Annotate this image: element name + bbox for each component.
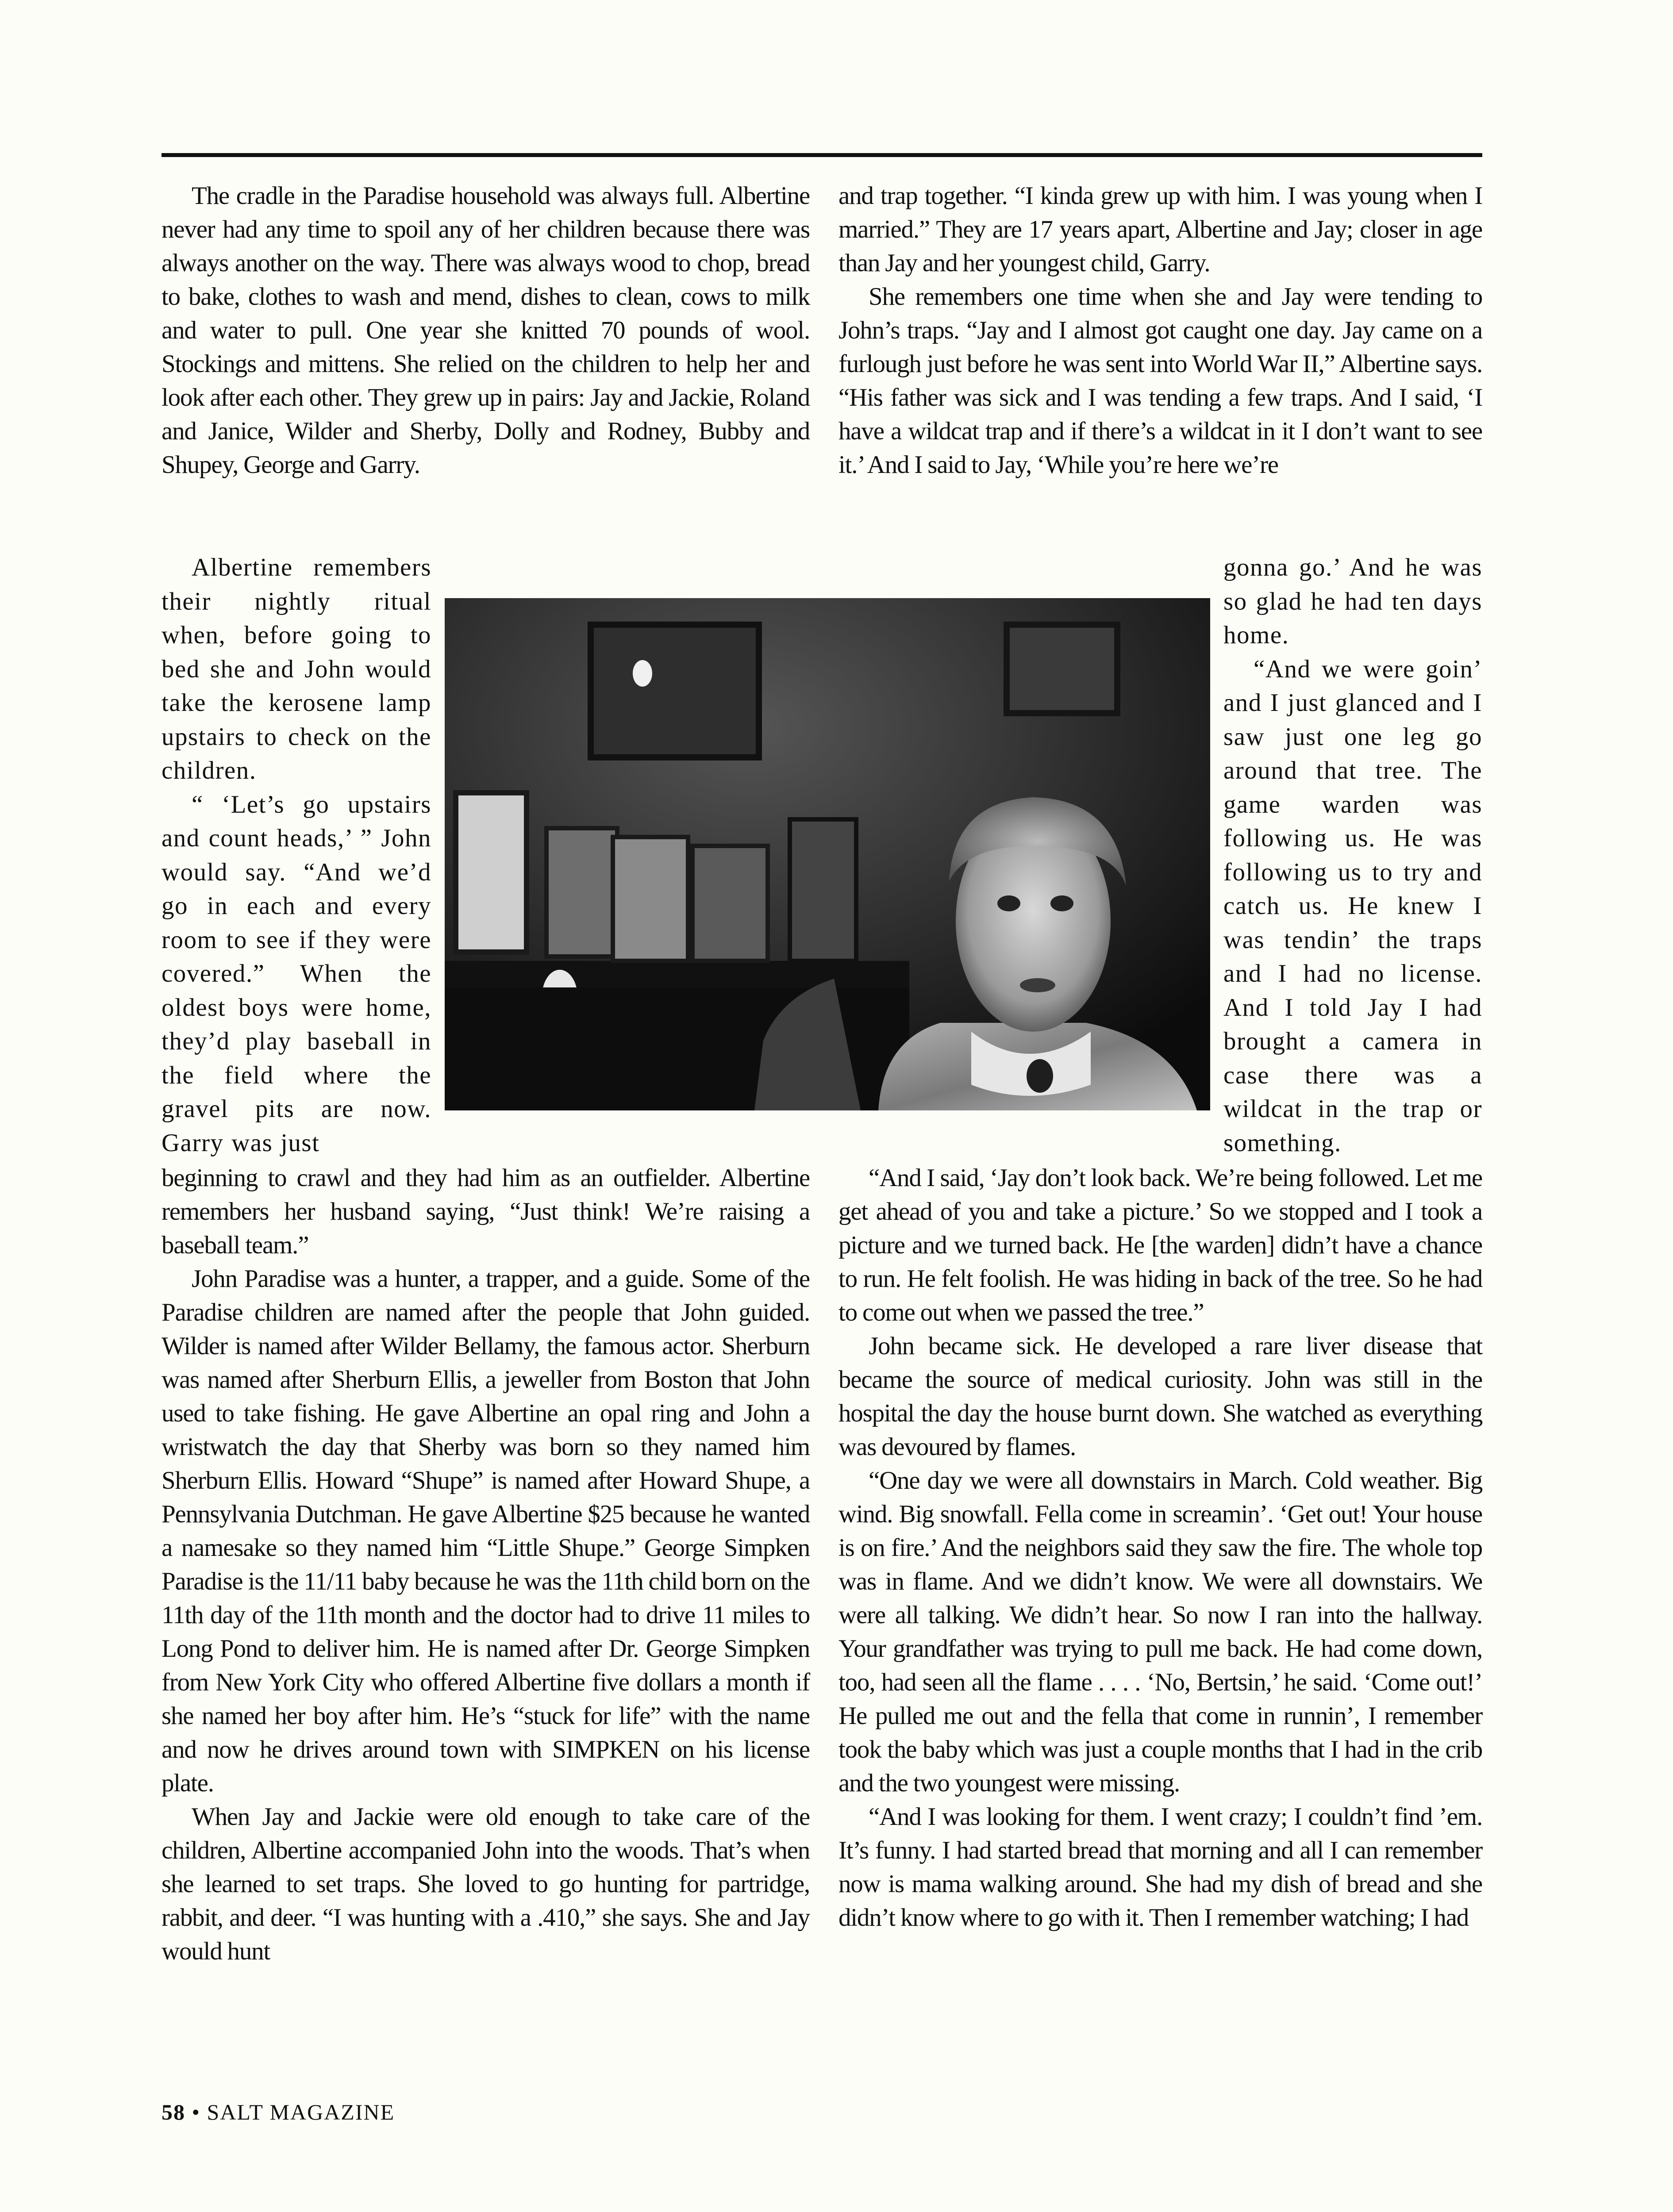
portrait-photo [445, 598, 1210, 1110]
paragraph: John became sick. He developed a rare liver disease that became the source of medical curiosity. John was still in the hospital the day the house burnt down. She watched as everything was devoured by flames. [838, 1332, 1482, 1461]
photo-frame [692, 846, 768, 961]
lamp-glare [633, 660, 652, 687]
left-column-bottom [162, 1161, 810, 1968]
page-footer [162, 2099, 395, 2125]
wall-frame [591, 625, 759, 757]
wall-frame [1007, 625, 1117, 713]
right-column-bottom [838, 1161, 1482, 1935]
header-rule [162, 153, 1482, 157]
paragraph: “ ‘Let’s go upstairs and count heads,’ ” John would say. “And we’d go in each and every room to see if they were covered.” When the oldest boys were home, they’d play baseball in the field where the gravel pits are now. Garry was just [162, 790, 431, 1157]
portrait-image [445, 598, 1210, 1110]
paragraph: and trap together. “I kinda grew up with him. I was young when I married.” They are 17 years apart, Albertine and Jay; closer in age than Jay and her youngest child, Garry. [838, 182, 1482, 277]
photo-frame [456, 793, 527, 952]
shelf [445, 961, 909, 987]
mouth [1020, 978, 1055, 992]
right-column-top [838, 179, 1482, 482]
paragraph: “And we were goin’ and I just glanced and I saw just one leg go around that tree. The game warden was following us. He was following us to try and catch us. He knew I was tendin’ the traps and I had no license. And I told Jay I had brought a camera in case there was a wildcat in the trap or something. [1223, 655, 1482, 1157]
eye [997, 895, 1020, 911]
photo-frame [790, 819, 856, 961]
footer-separator: • [192, 2100, 201, 2124]
paragraph: “And I said, ‘Jay don’t look back. We’re being followed. Let me get ahead of you and take a picture.’ So we stopped and I took a picture and we turned back. He [the warden] didn’t have a chance to run. He felt foolish. He was hiding in back of the tree. So he had to come out when we passed the tree.” [838, 1164, 1482, 1326]
paragraph: She remembers one time when she and Jay were tending to John’s traps. “Jay and I almost got caught one day. Jay came on a furlough just before he was sent into World War II,” Albertine says. “His father was sick and I was tending a few traps. And I said, ‘I have a wildcat trap and if there’s a wildcat in it I don’t want to see it.’ And I said to Jay, ‘While you’re here we’re [838, 283, 1482, 479]
paragraph: “One day we were all downstairs in March. Cold weather. Big wind. Big snowfall. Fella come in screamin’. ‘Get out! Your house is on fire.’ And the neighbors said they saw the fire. The whole top was in flame. And we didn’t know. We were all downstairs. We were all talking. We didn’t hear. So now I ran into the hallway. Your grandfather was trying to pull me back. He had come down, too, had seen all the flame . . . . ‘No, Bertsin,’ he said. ‘Come out!’ He pulled me out and the fella that come in runnin’, I remember took the baby which was just a couple months that I had in the crib and the two youngest were missing. [838, 1467, 1482, 1797]
paragraph: When Jay and Jackie were old enough to take care of the children, Albertine accompanied John into the woods. That’s when she learned to set traps. She loved to go hunting for partridge, rabbit, and deer. “I was hunting with a .410,” she says. She and Jay would hunt [162, 1803, 810, 1965]
paragraph: beginning to crawl and they had him as an outfielder. Albertine remembers her husband saying, “Just think! We’re raising a baseball team.” [162, 1164, 810, 1259]
pendant [1027, 1059, 1053, 1093]
page-number: 58 [162, 2100, 185, 2124]
paragraph: “And I was looking for them. I went crazy; I couldn’t find ’em. It’s funny. I had started bread that morning and all I can remember now is mama walking around. She had my dish of bread and she didn’t know where to go with it. Then I remember watching; I had [838, 1803, 1482, 1932]
photo-frame [546, 828, 617, 956]
left-column-top [162, 179, 810, 482]
publication-name: SALT MAGAZINE [207, 2100, 395, 2124]
left-column-narrow [162, 551, 431, 1160]
paragraph: The cradle in the Paradise household was always full. Albertine never had any time to spoil any of her children because there was always another on the way. There was always wood to chop, bread to bake, clothes to wash and mend, dishes to clean, cows to milk and water to pull. One year she knitted 70 pounds of wool. Stockings and mittens. She relied on the children to help her and look after each other. They grew up in pairs: Jay and Jackie, Roland and Janice, Wilder and Sherby, Dolly and Rodney, Bubby and Shupey, George and Garry. [162, 182, 810, 479]
paragraph: John Paradise was a hunter, a trapper, and a guide. Some of the Paradise children are named after the people that John guided. Wilder is named after Wilder Bellamy, the famous actor. Sherburn was named after Sherburn Ellis, a jeweller from Boston that John used to take fishing. He gave Albertine an opal ring and John a wristwatch the day that Sherby was born so they named him Sherburn Ellis. Howard “Shupe” is named after Howard Shupe, a Pennsylvania Dutchman. He gave Albertine $25 because he wanted a namesake so they named him “Little Shupe.” George Simpken Paradise is the 11/11 baby because he was the 11th child born on the 11th day of the 11th month and the doctor had to drive 11 miles to Long Pond to deliver him. He is named after Dr. George Simpken from New York City who offered Albertine five dollars a month if she named her boy after him. He’s “stuck for life” with the name and now he drives around town with SIMPKEN on his license plate. [162, 1265, 810, 1797]
photo-frame [613, 837, 688, 961]
paragraph: gonna go.’ And he was so glad he had ten days home. [1223, 553, 1482, 649]
eye [1050, 895, 1073, 911]
right-column-narrow [1223, 551, 1482, 1160]
paragraph: Albertine remembers their nightly ritual when, before going to bed she and John would take the kerosene lamp upstairs to check on the children. [162, 553, 431, 784]
